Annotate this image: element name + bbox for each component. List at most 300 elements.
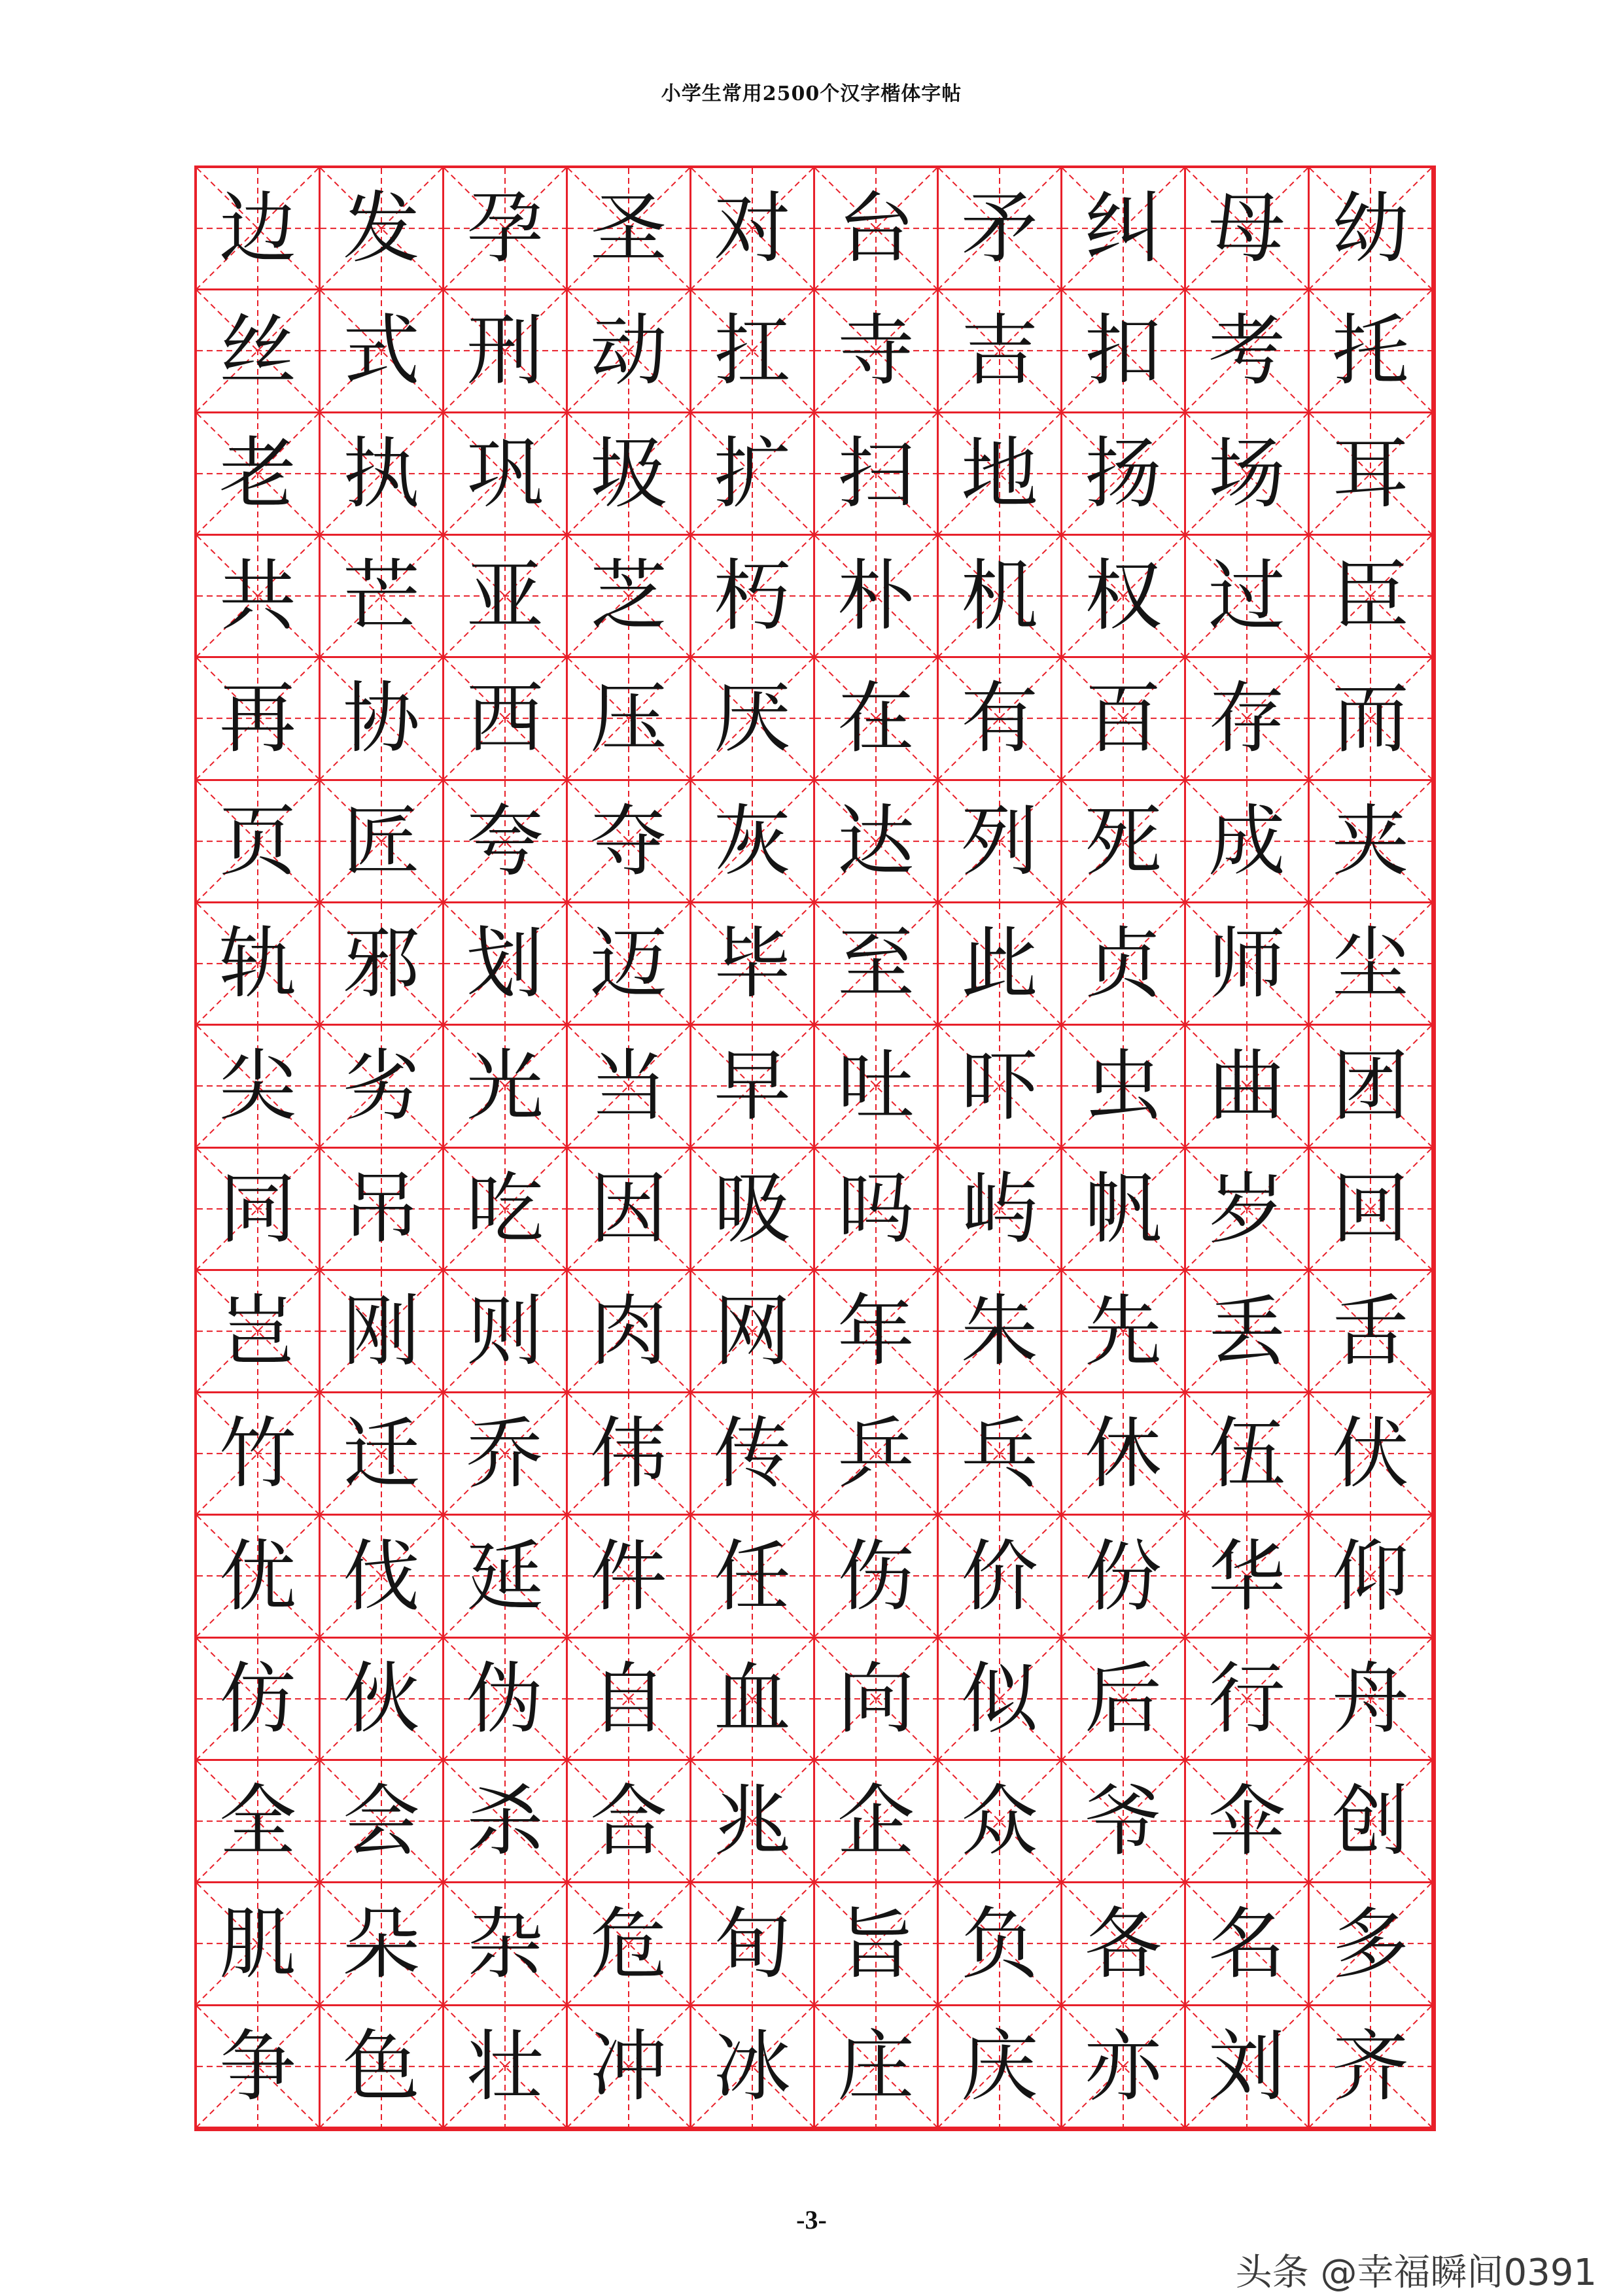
practice-character: 协 bbox=[342, 673, 420, 764]
grid-cell bbox=[1062, 290, 1186, 413]
grid-cell bbox=[444, 1026, 568, 1148]
practice-character: 对 bbox=[713, 183, 791, 274]
practice-character: 伙 bbox=[342, 1653, 420, 1744]
practice-character: 划 bbox=[466, 918, 544, 1009]
grid-cell bbox=[691, 1026, 815, 1148]
practice-character: 场 bbox=[1208, 428, 1285, 519]
grid-cell bbox=[1310, 1516, 1433, 1638]
practice-character: 向 bbox=[837, 1653, 915, 1744]
practice-character: 团 bbox=[1331, 1041, 1409, 1132]
practice-character: 色 bbox=[342, 2021, 420, 2112]
grid-cell bbox=[939, 1761, 1062, 1883]
practice-character: 乒 bbox=[837, 1408, 915, 1499]
practice-character: 吊 bbox=[342, 1163, 420, 1254]
practice-character: 各 bbox=[1084, 1898, 1162, 1989]
practice-character: 网 bbox=[713, 1285, 791, 1376]
practice-character: 达 bbox=[837, 795, 915, 886]
grid-cell bbox=[1062, 1271, 1186, 1393]
practice-character: 创 bbox=[1331, 1776, 1409, 1867]
practice-character: 伤 bbox=[837, 1531, 915, 1622]
grid-cell bbox=[1062, 1761, 1186, 1883]
grid-cell bbox=[691, 781, 815, 903]
grid-cell bbox=[1062, 781, 1186, 903]
practice-character: 冰 bbox=[713, 2021, 791, 2112]
practice-character: 刘 bbox=[1208, 2021, 1285, 2112]
practice-character: 刑 bbox=[466, 305, 544, 396]
practice-character: 纠 bbox=[1084, 183, 1162, 274]
grid-cell bbox=[568, 1639, 691, 1761]
grid-cell bbox=[939, 1639, 1062, 1761]
grid-cell bbox=[568, 1883, 691, 2006]
grid-cell bbox=[197, 168, 321, 290]
grid-cell bbox=[197, 658, 321, 780]
grid-cell bbox=[815, 1026, 939, 1148]
grid-cell bbox=[197, 781, 321, 903]
grid-cell bbox=[1062, 2006, 1186, 2129]
practice-character: 杀 bbox=[466, 1776, 544, 1867]
grid-cell bbox=[1310, 1026, 1433, 1148]
grid-cell bbox=[1062, 1393, 1186, 1516]
practice-character: 共 bbox=[218, 551, 296, 642]
grid-cell bbox=[1186, 1393, 1310, 1516]
grid-cell bbox=[815, 658, 939, 780]
grid-cell bbox=[815, 168, 939, 290]
grid-cell bbox=[197, 1639, 321, 1761]
grid-cell bbox=[691, 290, 815, 413]
grid-cell bbox=[1062, 1149, 1186, 1271]
practice-character: 年 bbox=[837, 1285, 915, 1376]
practice-character: 芒 bbox=[342, 551, 420, 642]
practice-character: 当 bbox=[589, 1041, 667, 1132]
practice-character: 发 bbox=[342, 183, 420, 274]
practice-character: 扬 bbox=[1084, 428, 1162, 519]
practice-character: 伐 bbox=[342, 1531, 420, 1622]
grid-cell bbox=[1186, 536, 1310, 658]
grid-cell bbox=[568, 1761, 691, 1883]
grid-cell bbox=[444, 413, 568, 536]
practice-character: 休 bbox=[1084, 1408, 1162, 1499]
grid-cell bbox=[321, 781, 444, 903]
practice-character: 后 bbox=[1084, 1653, 1162, 1744]
grid-cell bbox=[939, 658, 1062, 780]
practice-character: 寺 bbox=[837, 305, 915, 396]
grid-cell bbox=[568, 658, 691, 780]
practice-character: 百 bbox=[1084, 673, 1162, 764]
grid-cell bbox=[1186, 1761, 1310, 1883]
practice-character: 边 bbox=[218, 183, 296, 274]
grid-cell bbox=[321, 1271, 444, 1393]
practice-character: 自 bbox=[589, 1653, 667, 1744]
practice-character: 贞 bbox=[1084, 918, 1162, 1009]
grid-cell bbox=[1062, 1516, 1186, 1638]
practice-character: 爷 bbox=[1084, 1776, 1162, 1867]
grid-cell bbox=[321, 1026, 444, 1148]
practice-character: 伟 bbox=[589, 1408, 667, 1499]
practice-character: 巩 bbox=[466, 428, 544, 519]
practice-character: 舌 bbox=[1331, 1285, 1409, 1376]
grid-cell bbox=[444, 1271, 568, 1393]
practice-grid bbox=[197, 168, 1433, 2129]
practice-character: 伏 bbox=[1331, 1408, 1409, 1499]
grid-cell bbox=[444, 1149, 568, 1271]
grid-cell bbox=[1310, 290, 1433, 413]
practice-character: 丢 bbox=[1208, 1285, 1285, 1376]
practice-character: 肌 bbox=[218, 1898, 296, 1989]
grid-cell bbox=[815, 413, 939, 536]
practice-character: 岁 bbox=[1208, 1163, 1285, 1254]
grid-cell bbox=[197, 1516, 321, 1638]
practice-character: 孕 bbox=[466, 183, 544, 274]
page-title: 小学生常用2500个汉字楷体字帖 bbox=[661, 82, 962, 105]
grid-cell bbox=[1062, 1883, 1186, 2006]
practice-character: 肉 bbox=[589, 1285, 667, 1376]
practice-character: 杂 bbox=[466, 1898, 544, 1989]
practice-character: 迁 bbox=[342, 1408, 420, 1499]
grid-cell bbox=[1062, 658, 1186, 780]
practice-character: 传 bbox=[713, 1408, 791, 1499]
practice-character: 扫 bbox=[837, 428, 915, 519]
grid-cell bbox=[1186, 413, 1310, 536]
practice-character: 亦 bbox=[1084, 2021, 1162, 2112]
grid-cell bbox=[197, 903, 321, 1026]
grid-cell bbox=[1310, 2006, 1433, 2129]
practice-character: 臣 bbox=[1331, 551, 1409, 642]
grid-cell bbox=[321, 536, 444, 658]
grid-cell bbox=[444, 781, 568, 903]
grid-cell bbox=[197, 1271, 321, 1393]
practice-character: 争 bbox=[218, 2021, 296, 2112]
practice-character: 母 bbox=[1208, 183, 1285, 274]
practice-character: 光 bbox=[466, 1041, 544, 1132]
grid-cell bbox=[939, 536, 1062, 658]
practice-character: 厌 bbox=[713, 673, 791, 764]
practice-character: 吓 bbox=[960, 1041, 1038, 1132]
grid-cell bbox=[1310, 1149, 1433, 1271]
grid-cell bbox=[691, 2006, 815, 2129]
practice-character: 匠 bbox=[342, 795, 420, 886]
grid-cell bbox=[1186, 290, 1310, 413]
grid-cell bbox=[321, 658, 444, 780]
practice-character: 血 bbox=[713, 1653, 791, 1744]
grid-cell bbox=[444, 1761, 568, 1883]
grid-cell bbox=[321, 1883, 444, 2006]
grid-cell bbox=[691, 1271, 815, 1393]
practice-character: 动 bbox=[589, 305, 667, 396]
grid-cell bbox=[1186, 658, 1310, 780]
practice-character: 执 bbox=[342, 428, 420, 519]
practice-character: 再 bbox=[218, 673, 296, 764]
grid-cell bbox=[568, 536, 691, 658]
grid-cell bbox=[321, 2006, 444, 2129]
grid-cell bbox=[444, 1393, 568, 1516]
grid-cell bbox=[568, 2006, 691, 2129]
grid-cell bbox=[1310, 658, 1433, 780]
grid-cell bbox=[691, 1883, 815, 2006]
practice-character: 企 bbox=[837, 1776, 915, 1867]
grid-cell bbox=[1062, 903, 1186, 1026]
practice-character: 同 bbox=[218, 1163, 296, 1254]
practice-character: 列 bbox=[960, 795, 1038, 886]
practice-character: 尘 bbox=[1331, 918, 1409, 1009]
practice-character: 考 bbox=[1208, 305, 1285, 396]
grid-cell bbox=[1310, 1883, 1433, 2006]
grid-cell bbox=[1310, 413, 1433, 536]
practice-character: 仿 bbox=[218, 1653, 296, 1744]
practice-character: 份 bbox=[1084, 1531, 1162, 1622]
grid-cell bbox=[1310, 1393, 1433, 1516]
grid-cell bbox=[444, 1516, 568, 1638]
grid-cell bbox=[321, 1393, 444, 1516]
grid-cell bbox=[815, 1149, 939, 1271]
grid-cell bbox=[815, 1516, 939, 1638]
practice-character: 朽 bbox=[713, 551, 791, 642]
practice-character: 成 bbox=[1208, 795, 1285, 886]
practice-character: 芝 bbox=[589, 551, 667, 642]
practice-character: 西 bbox=[466, 673, 544, 764]
grid-cell bbox=[815, 903, 939, 1026]
grid-cell bbox=[691, 1761, 815, 1883]
practice-character: 死 bbox=[1084, 795, 1162, 886]
practice-character: 台 bbox=[837, 183, 915, 274]
practice-character: 名 bbox=[1208, 1898, 1285, 1989]
grid-cell bbox=[568, 413, 691, 536]
grid-cell bbox=[1186, 168, 1310, 290]
grid-cell bbox=[321, 168, 444, 290]
grid-cell bbox=[197, 1026, 321, 1148]
grid-cell bbox=[197, 2006, 321, 2129]
grid-cell bbox=[1062, 1639, 1186, 1761]
practice-character: 伍 bbox=[1208, 1408, 1285, 1499]
grid-cell bbox=[691, 1516, 815, 1638]
practice-character: 压 bbox=[589, 673, 667, 764]
practice-character: 扣 bbox=[1084, 305, 1162, 396]
page-number: -3- bbox=[796, 2205, 827, 2235]
grid-cell bbox=[815, 290, 939, 413]
watermark: 头条 @幸福瞬间0391 bbox=[1235, 2252, 1597, 2294]
practice-character: 先 bbox=[1084, 1285, 1162, 1376]
practice-character: 至 bbox=[837, 918, 915, 1009]
practice-character: 旬 bbox=[713, 1898, 791, 1989]
grid-cell bbox=[321, 903, 444, 1026]
practice-character: 仰 bbox=[1331, 1531, 1409, 1622]
practice-character: 幼 bbox=[1331, 183, 1409, 274]
practice-character: 兆 bbox=[713, 1776, 791, 1867]
practice-character: 似 bbox=[960, 1653, 1038, 1744]
grid-cell bbox=[568, 168, 691, 290]
practice-character: 邪 bbox=[342, 918, 420, 1009]
practice-character: 则 bbox=[466, 1285, 544, 1376]
practice-character: 朱 bbox=[960, 1285, 1038, 1376]
grid-cell bbox=[568, 1393, 691, 1516]
grid-cell bbox=[815, 1639, 939, 1761]
grid-cell bbox=[444, 168, 568, 290]
grid-cell bbox=[1186, 781, 1310, 903]
practice-character: 页 bbox=[218, 795, 296, 886]
grid-cell bbox=[568, 1271, 691, 1393]
grid-cell bbox=[939, 1026, 1062, 1148]
practice-character: 朴 bbox=[837, 551, 915, 642]
practice-character: 丝 bbox=[218, 305, 296, 396]
grid-cell bbox=[444, 903, 568, 1026]
grid-cell bbox=[939, 903, 1062, 1026]
practice-character: 多 bbox=[1331, 1898, 1409, 1989]
grid-cell bbox=[691, 168, 815, 290]
grid-cell bbox=[939, 1393, 1062, 1516]
grid-cell bbox=[691, 536, 815, 658]
grid-cell bbox=[939, 413, 1062, 536]
practice-character: 迈 bbox=[589, 918, 667, 1009]
grid-cell bbox=[444, 536, 568, 658]
practice-character: 合 bbox=[589, 1776, 667, 1867]
grid-cell bbox=[939, 290, 1062, 413]
grid-cell bbox=[197, 536, 321, 658]
practice-character: 虫 bbox=[1084, 1041, 1162, 1132]
grid-cell bbox=[1310, 1639, 1433, 1761]
practice-character: 乓 bbox=[960, 1408, 1038, 1499]
practice-character: 刚 bbox=[342, 1285, 420, 1376]
grid-cell bbox=[815, 1883, 939, 2006]
practice-character: 式 bbox=[342, 305, 420, 396]
practice-character: 有 bbox=[960, 673, 1038, 764]
grid-cell bbox=[691, 1149, 815, 1271]
practice-character: 毕 bbox=[713, 918, 791, 1009]
practice-character: 众 bbox=[960, 1776, 1038, 1867]
practice-character: 负 bbox=[960, 1898, 1038, 1989]
practice-character: 尖 bbox=[218, 1041, 296, 1132]
practice-character: 在 bbox=[837, 673, 915, 764]
practice-character: 灰 bbox=[713, 795, 791, 886]
grid-cell bbox=[691, 1393, 815, 1516]
grid-cell bbox=[815, 1271, 939, 1393]
grid-cell bbox=[444, 2006, 568, 2129]
grid-cell bbox=[568, 290, 691, 413]
grid-cell bbox=[939, 1883, 1062, 2006]
practice-character: 帆 bbox=[1084, 1163, 1162, 1254]
practice-character: 冲 bbox=[589, 2021, 667, 2112]
grid-cell bbox=[1310, 781, 1433, 903]
grid-cell bbox=[568, 1516, 691, 1638]
practice-character: 此 bbox=[960, 918, 1038, 1009]
practice-character: 乔 bbox=[466, 1408, 544, 1499]
grid-cell bbox=[321, 1639, 444, 1761]
grid-cell bbox=[1186, 1149, 1310, 1271]
grid-cell bbox=[815, 2006, 939, 2129]
grid-cell bbox=[939, 168, 1062, 290]
grid-cell bbox=[939, 1149, 1062, 1271]
grid-cell bbox=[321, 1149, 444, 1271]
grid-cell bbox=[939, 1516, 1062, 1638]
practice-character: 夹 bbox=[1331, 795, 1409, 886]
grid-cell bbox=[1062, 413, 1186, 536]
practice-character: 优 bbox=[218, 1531, 296, 1622]
practice-character: 会 bbox=[342, 1776, 420, 1867]
practice-character: 亚 bbox=[466, 551, 544, 642]
practice-character: 庆 bbox=[960, 2021, 1038, 2112]
practice-character: 吸 bbox=[713, 1163, 791, 1254]
grid-cell bbox=[1186, 1271, 1310, 1393]
practice-character: 回 bbox=[1331, 1163, 1409, 1254]
grid-cell bbox=[197, 1393, 321, 1516]
grid-cell bbox=[197, 1883, 321, 2006]
practice-character: 屿 bbox=[960, 1163, 1038, 1254]
practice-character: 权 bbox=[1084, 551, 1162, 642]
practice-character: 岂 bbox=[218, 1285, 296, 1376]
grid-cell bbox=[568, 1026, 691, 1148]
practice-character: 圣 bbox=[589, 183, 667, 274]
grid-cell bbox=[321, 413, 444, 536]
grid-cell bbox=[197, 1149, 321, 1271]
grid-cell bbox=[815, 781, 939, 903]
practice-character: 机 bbox=[960, 551, 1038, 642]
grid-cell bbox=[444, 290, 568, 413]
practice-character: 早 bbox=[713, 1041, 791, 1132]
practice-character: 危 bbox=[589, 1898, 667, 1989]
practice-character: 老 bbox=[218, 428, 296, 519]
grid-cell bbox=[321, 290, 444, 413]
grid-cell bbox=[444, 1639, 568, 1761]
grid-cell bbox=[1310, 1271, 1433, 1393]
practice-character: 扛 bbox=[713, 305, 791, 396]
grid-cell bbox=[691, 413, 815, 536]
grid-cell bbox=[568, 903, 691, 1026]
grid-cell bbox=[1062, 1026, 1186, 1148]
grid-cell bbox=[1310, 536, 1433, 658]
practice-character: 吐 bbox=[837, 1041, 915, 1132]
practice-character: 圾 bbox=[589, 428, 667, 519]
grid-cell bbox=[815, 1393, 939, 1516]
grid-cell bbox=[1186, 1026, 1310, 1148]
practice-character: 伞 bbox=[1208, 1776, 1285, 1867]
practice-character: 朵 bbox=[342, 1898, 420, 1989]
practice-character: 存 bbox=[1208, 673, 1285, 764]
practice-character: 扩 bbox=[713, 428, 791, 519]
grid-cell bbox=[691, 903, 815, 1026]
practice-character: 全 bbox=[218, 1776, 296, 1867]
practice-character: 地 bbox=[960, 428, 1038, 519]
practice-character: 而 bbox=[1331, 673, 1409, 764]
practice-character: 曲 bbox=[1208, 1041, 1285, 1132]
grid-cell bbox=[691, 1639, 815, 1761]
grid-cell bbox=[939, 781, 1062, 903]
practice-character: 夸 bbox=[466, 795, 544, 886]
practice-character: 过 bbox=[1208, 551, 1285, 642]
grid-cell bbox=[939, 1271, 1062, 1393]
grid-cell bbox=[568, 781, 691, 903]
grid-cell bbox=[1062, 168, 1186, 290]
practice-character: 任 bbox=[713, 1531, 791, 1622]
practice-character: 夺 bbox=[589, 795, 667, 886]
practice-character: 矛 bbox=[960, 183, 1038, 274]
practice-character: 耳 bbox=[1331, 428, 1409, 519]
practice-character: 庄 bbox=[837, 2021, 915, 2112]
practice-character: 壮 bbox=[466, 2021, 544, 2112]
practice-character: 托 bbox=[1331, 305, 1409, 396]
grid-cell bbox=[815, 536, 939, 658]
practice-character: 行 bbox=[1208, 1653, 1285, 1744]
grid-cell bbox=[1186, 2006, 1310, 2129]
grid-cell bbox=[939, 2006, 1062, 2129]
practice-character: 劣 bbox=[342, 1041, 420, 1132]
grid-cell bbox=[691, 658, 815, 780]
grid-cell bbox=[321, 1516, 444, 1638]
practice-character: 伪 bbox=[466, 1653, 544, 1744]
grid-cell bbox=[1310, 1761, 1433, 1883]
grid-cell bbox=[1310, 903, 1433, 1026]
grid-cell bbox=[444, 1883, 568, 2006]
grid-cell bbox=[444, 658, 568, 780]
grid-cell bbox=[321, 1761, 444, 1883]
practice-character: 件 bbox=[589, 1531, 667, 1622]
